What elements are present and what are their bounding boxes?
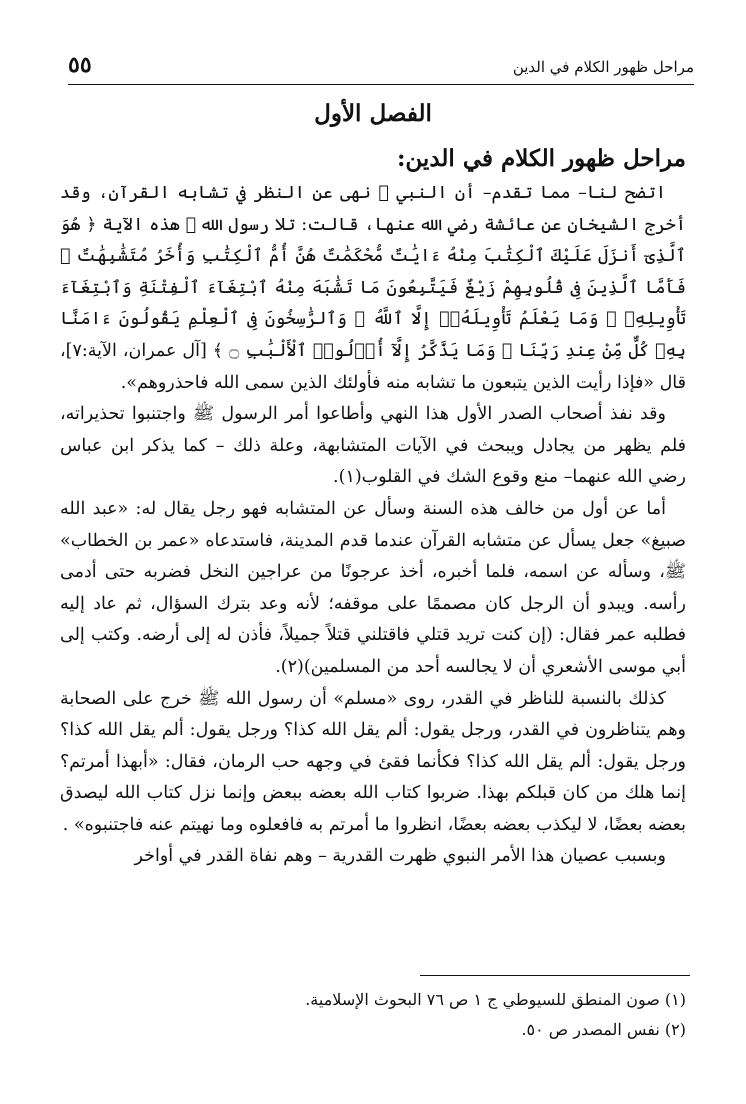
- page-number: ٥٥: [68, 52, 92, 78]
- paragraph: أما عن أول من خالف هذه السنة وسأل عن المتشابه فهو رجل يقال له: «عبد الله صبيغ» جعل يسأل عن متشابه القرآن عندما قدم المدينة، فاستدعاه «عمر بن الخطاب» ﷺ، وسأله عن اسمه، فلما أخبره، أخذ عرجونًا من عراجين النخل فضربه حتى أدمى رأسه. ويبدو أن الرجل كان مصممًا على موقفه؛ لأنه وعد بترك السؤال، ثم عاد إليه فطلبه عمر فقال: (إن كنت تريد قتلي فاقتلني قتلاً جميلاً، فأذن له إلى أرضه. وكتب إلى أبي موسى الأشعري أن لا يجالسه أحد من المسلمين)(٢).: [60, 498, 686, 677]
- running-title: مراحل ظهور الكلام في الدين: [512, 58, 694, 76]
- paragraph: وبسبب عصيان هذا الأمر النبوي ظهرت القدرية – وهم نفاة القدر في أواخر: [134, 846, 666, 867]
- section-heading: مراحل ظهور الكلام في الدين:: [396, 145, 686, 172]
- footnote: (١) صون المنطق للسيوطي ج ١ ص ٧٦ البحوث الإسلامية.: [305, 990, 686, 1009]
- footnote-divider: [420, 975, 690, 976]
- page-header: [68, 48, 694, 85]
- footnote: (٢) نفس المصدر ص ٥٠.: [521, 1020, 686, 1039]
- paragraph: وقد نفذ أصحاب الصدر الأول هذا النهي وأطاعوا أمر الرسول ﷺ واجتنبوا تحذيراته، فلم يظهر من يجادل ويبحث في الآيات المتشابهة، وعلة ذلك – كما يذكر ابن عباس رضي الله عنهما– منع وقوع الشك في القلوب(١).: [60, 404, 686, 488]
- body-text: [60, 178, 686, 873]
- chapter-title: الفصل الأول: [314, 100, 432, 127]
- paragraph: اتضح لنا– مما تقدم– أن النبي ﷺ نهى عن النظر في تشابه القرآن، وقد أخرج الشيخان عن عائشة رضي الله عنها، قالت: تلا رسول الله ﷺ هذه الآية ﴿ هُوَ ٱلَّذِىٓ أَنزَلَ عَلَيْكَ ٱلْكِتَٰبَ مِنْهُ ءَايَٰتٌ مُّحْكَمَٰتٌ هُنَّ أُمُّ ٱلْكِتَٰبِ وَأُخَرُ مُتَشَٰبِهَٰتٌ ۖ فَأَمَّا ٱلَّذِينَ فِى قُلُوبِهِمْ زَيْغٌ فَيَتَّبِعُونَ مَا تَشَٰبَهَ مِنْهُ ٱبْتِغَآءَ ٱلْفِتْنَةِ وَٱبْتِغَآءَ تَأْوِيلِهِۦ ۗ وَمَا يَعْلَمُ تَأْوِيلَهُۥٓ إِلَّا ٱللَّهُ ۗ وَٱلرَّٰسِخُونَ فِى ٱلْعِلْمِ يَقُولُونَ ءَامَنَّا بِهِۦ كُلٌّ مِّنْ عِندِ رَبِّنَا ۗ وَمَا يَذَّكَّرُ إِلَّآ أُو۟لُوا۟ ٱلْأَلْبَٰبِ ۝ ﴾ [آل عمران، الآية:٧]، قال «فإذا رأيت الذين يتبعون ما تشابه منه فأولئك الذين سمى الله فاحذروهم».: [60, 183, 686, 393]
- paragraph: كذلك بالنسبة للناظر في القدر، روى «مسلم» أن رسول الله ﷺ خرج على الصحابة وهم يتناظرون في القدر، ورجل يقول: ألم يقل الله كذا؟ ورجل يقول: ألم يقل الله كذا؟ ورجل يقول: ألم يقل الله كذا؟ فكأنما فقئ في وجهه حب الرمان، فقال: «أبهذا أمرتم؟ إنما هلك من كان قبلكم بهذا. ضربوا كتاب الله بعضه ببعض وإنما نزل كتاب الله ليصدق بعضه بعضًا، لا ليكذب بعضه بعضًا، انظروا ما أمرتم به فافعلوه وما نهيتم عنه فاجتنبوه» .: [60, 688, 686, 835]
- footnotes: [60, 985, 686, 1045]
